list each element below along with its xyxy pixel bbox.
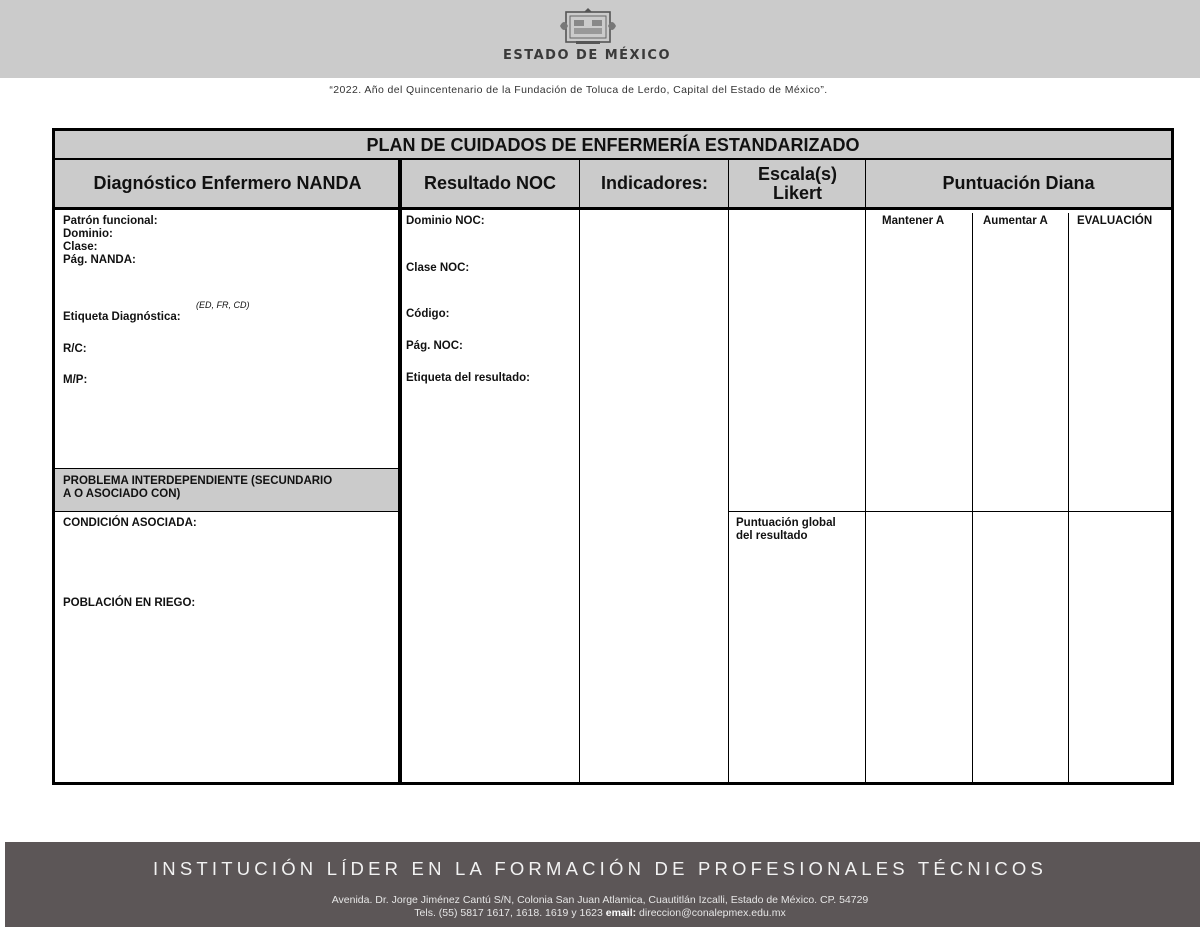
year-motto: “2022. Año del Quincentenario de la Fundación de Toluca de Lerdo, Capital del Estado de México”. bbox=[329, 84, 828, 96]
noc-clase: Clase NOC: bbox=[406, 262, 470, 274]
header-band bbox=[0, 0, 1200, 78]
footer-address-block bbox=[5, 894, 1195, 920]
nanda-mp: M/P: bbox=[63, 374, 88, 386]
footer-contact bbox=[5, 907, 1195, 920]
column-header-nanda: Diagnóstico Enfermero NANDA bbox=[55, 160, 400, 210]
problema-interdependiente bbox=[55, 468, 398, 512]
nanda-patron: Patrón funcional: bbox=[63, 215, 158, 227]
problema-line1: PROBLEMA INTERDEPENDIENTE (SECUNDARIO bbox=[63, 475, 333, 487]
form-title: PLAN DE CUIDADOS DE ENFERMERÍA ESTANDARIZADO bbox=[55, 131, 1171, 160]
likert-global-line1: Puntuación global bbox=[736, 517, 836, 529]
problema-line2: A O ASOCIADO CON) bbox=[63, 488, 181, 500]
divider-noc-indicadores bbox=[579, 160, 580, 782]
column-header-likert bbox=[729, 160, 866, 210]
noc-dominio: Dominio NOC: bbox=[406, 215, 485, 227]
footer-phones: Tels. (55) 5817 1617, 1618. 1619 y 1623 bbox=[414, 907, 603, 919]
noc-etiqueta: Etiqueta del resultado: bbox=[406, 372, 530, 384]
nanda-poblacion: POBLACIÓN EN RIEGO: bbox=[63, 597, 196, 609]
column-header-noc: Resultado NOC bbox=[400, 160, 580, 210]
nanda-ed-fr-cd: (ED, FR, CD) bbox=[196, 300, 250, 310]
state-seal-icon bbox=[556, 6, 620, 46]
footer-email[interactable]: direccion@conalepmex.edu.mx bbox=[639, 907, 786, 919]
divider-likert-diana bbox=[865, 160, 866, 782]
likert-header-line2: Likert bbox=[772, 182, 823, 203]
footer-motto: INSTITUCIÓN LÍDER EN LA FORMACIÓN DE PROFESIONALES TÉCNICOS bbox=[152, 858, 1048, 879]
divider-nanda-noc bbox=[398, 160, 402, 782]
nanda-condicion: CONDICIÓN ASOCIADA: bbox=[63, 517, 197, 529]
divider-mantener-aumentar bbox=[972, 213, 973, 782]
likert-header-line1: Escala(s) bbox=[757, 163, 838, 184]
column-header-diana: Puntuación Diana bbox=[866, 160, 1171, 210]
nanda-dominio: Dominio: bbox=[63, 228, 113, 240]
footer-email-label: email: bbox=[605, 907, 637, 919]
footer-band bbox=[5, 842, 1200, 927]
state-name: ESTADO DE MÉXICO bbox=[503, 48, 671, 63]
nanda-clase: Clase: bbox=[63, 241, 98, 253]
noc-pag: Pág. NOC: bbox=[406, 340, 463, 352]
nanda-etiqueta: Etiqueta Diagnóstica: bbox=[63, 311, 181, 323]
diana-subhead-aumentar: Aumentar A bbox=[983, 215, 1048, 227]
column-header-indicadores: Indicadores: bbox=[580, 160, 729, 210]
nanda-pag: Pág. NANDA: bbox=[63, 254, 136, 266]
divider-global-score bbox=[729, 511, 1171, 512]
divider-aumentar-evaluacion bbox=[1068, 213, 1069, 782]
likert-global-line2: del resultado bbox=[736, 530, 808, 542]
nanda-rc: R/C: bbox=[63, 343, 87, 355]
diana-subhead-mantener: Mantener A bbox=[882, 215, 945, 227]
divider-indicadores-likert bbox=[728, 160, 729, 782]
diana-subhead-evaluacion: EVALUACIÓN bbox=[1077, 215, 1153, 227]
noc-codigo: Código: bbox=[406, 308, 450, 320]
nursing-care-plan-form bbox=[52, 128, 1174, 785]
footer-address: Avenida. Dr. Jorge Jiménez Cantú S/N, Colonia San Juan Atlamica, Cuautitlán Izcalli, Estado de México. CP. 54729 bbox=[331, 894, 869, 906]
